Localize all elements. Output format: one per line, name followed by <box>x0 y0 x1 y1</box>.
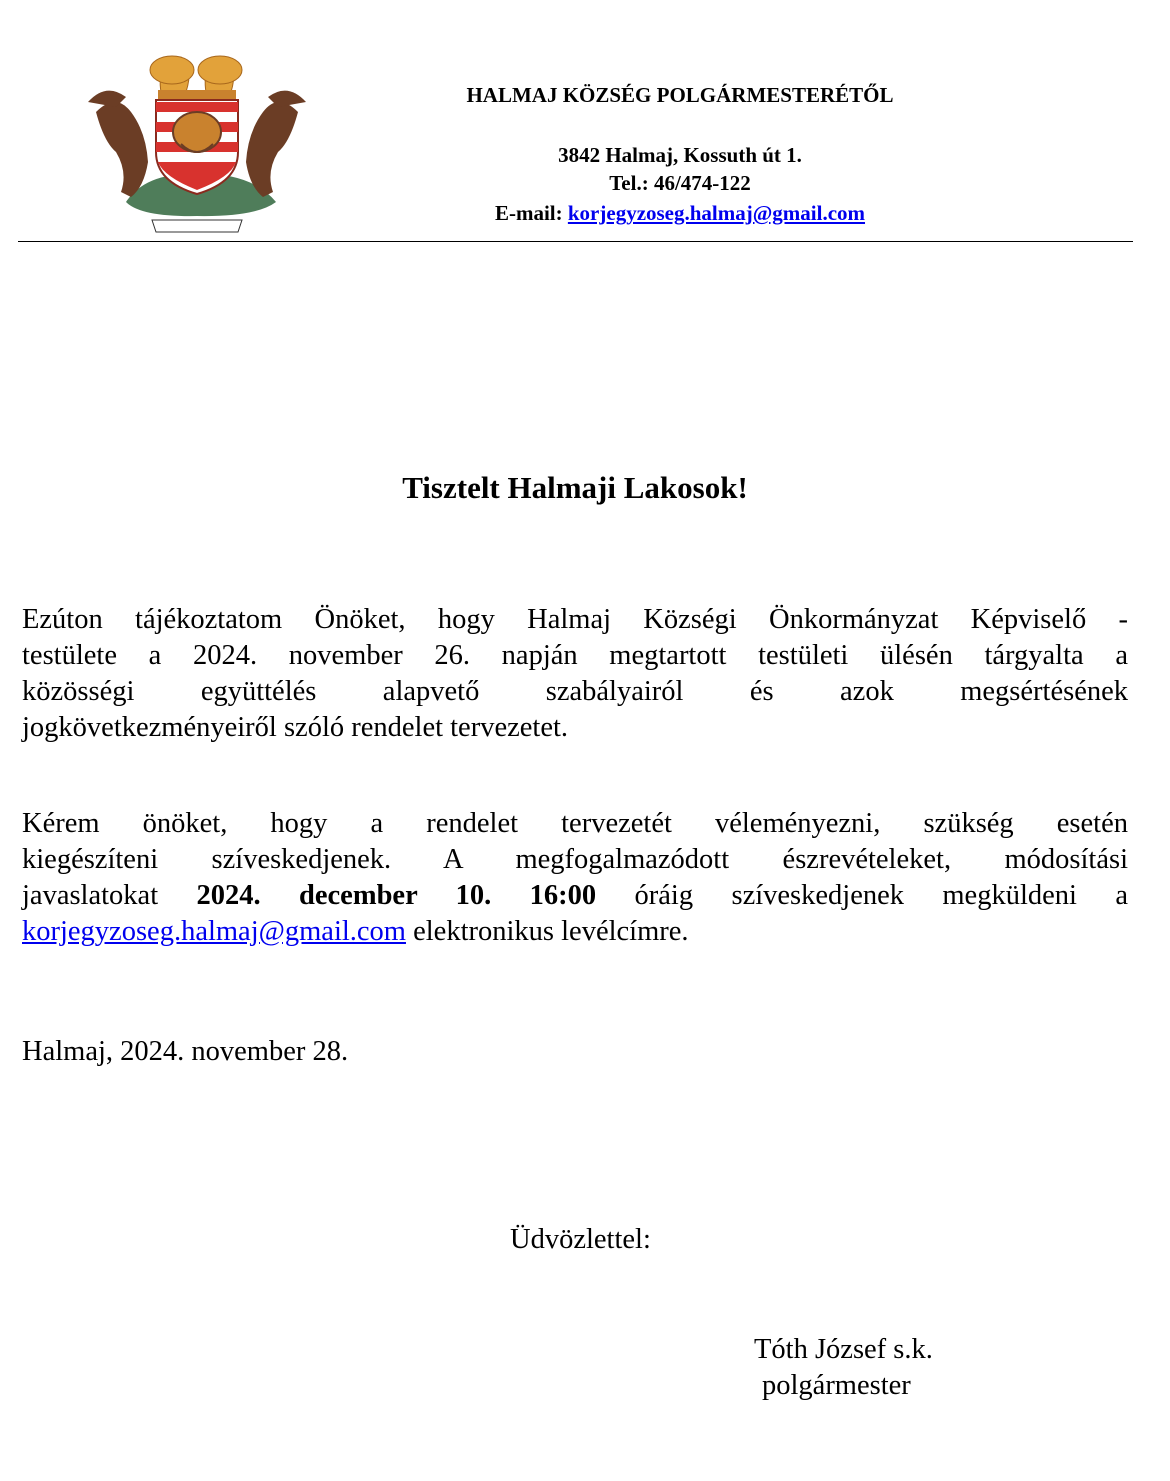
coat-of-arms <box>86 52 308 236</box>
header-address: 3842 Halmaj, Kossuth út 1. <box>558 143 802 167</box>
greeting-heading: Tisztelt Halmaji Lakosok! <box>402 470 748 505</box>
paragraph-line: testülete a 2024. november 26. napján megtartott testületi ülésén tárgyalta a <box>22 640 1128 671</box>
email-suffix: elektronikus levélcímre. <box>405 916 689 947</box>
paragraph-line: Kérem önöket, hogy a rendelet tervezetét véleményezni, szükség esetén <box>22 808 1128 839</box>
paragraph-line: kiegészíteni szíveskedjenek. A megfogalmazódott észrevételeket, módosítási <box>22 844 1128 875</box>
header-phone: Tel.: 46/474-122 <box>609 171 751 195</box>
paragraph-request <box>22 806 1128 950</box>
paragraph-notice <box>22 602 1128 746</box>
paragraph-line-deadline <box>22 878 1128 914</box>
coat-of-arms-icon <box>86 52 308 236</box>
place-date: Halmaj, 2024. november 28. <box>22 1036 349 1067</box>
signature-name: Tóth József s.k. <box>754 1334 933 1365</box>
header-email-line <box>330 200 1030 226</box>
closing-salutation: Üdvözlettel: <box>510 1224 651 1255</box>
paragraph-line: közösségi együttélés alapvető szabályairól és azok megsértésének <box>22 676 1128 707</box>
header-email-label: E-mail: <box>494 201 568 225</box>
header-title: HALMAJ KÖZSÉG POLGÁRMESTERÉTŐL <box>466 83 894 107</box>
header-email-link[interactable]: korjegyzoseg.halmaj@gmail.com <box>567 201 866 225</box>
paragraph-line: jogkövetkezményeiről szóló rendelet tervezetet. <box>22 712 569 743</box>
paragraph-line: Ezúton tájékoztatom Önöket, hogy Halmaj Községi Önkormányzat Képviselő - <box>22 604 1128 635</box>
body-email-link[interactable]: korjegyzoseg.halmaj@gmail.com <box>22 916 406 947</box>
paragraph-line-email <box>22 914 1128 950</box>
signature-title: polgármester <box>762 1370 911 1401</box>
deadline-date: 2024. december 10. 16:00 <box>196 880 597 911</box>
header-divider <box>18 241 1133 242</box>
deadline-prefix: javaslatokat <box>22 880 197 911</box>
deadline-suffix: óráig szíveskedjenek megküldeni a <box>596 880 1128 911</box>
